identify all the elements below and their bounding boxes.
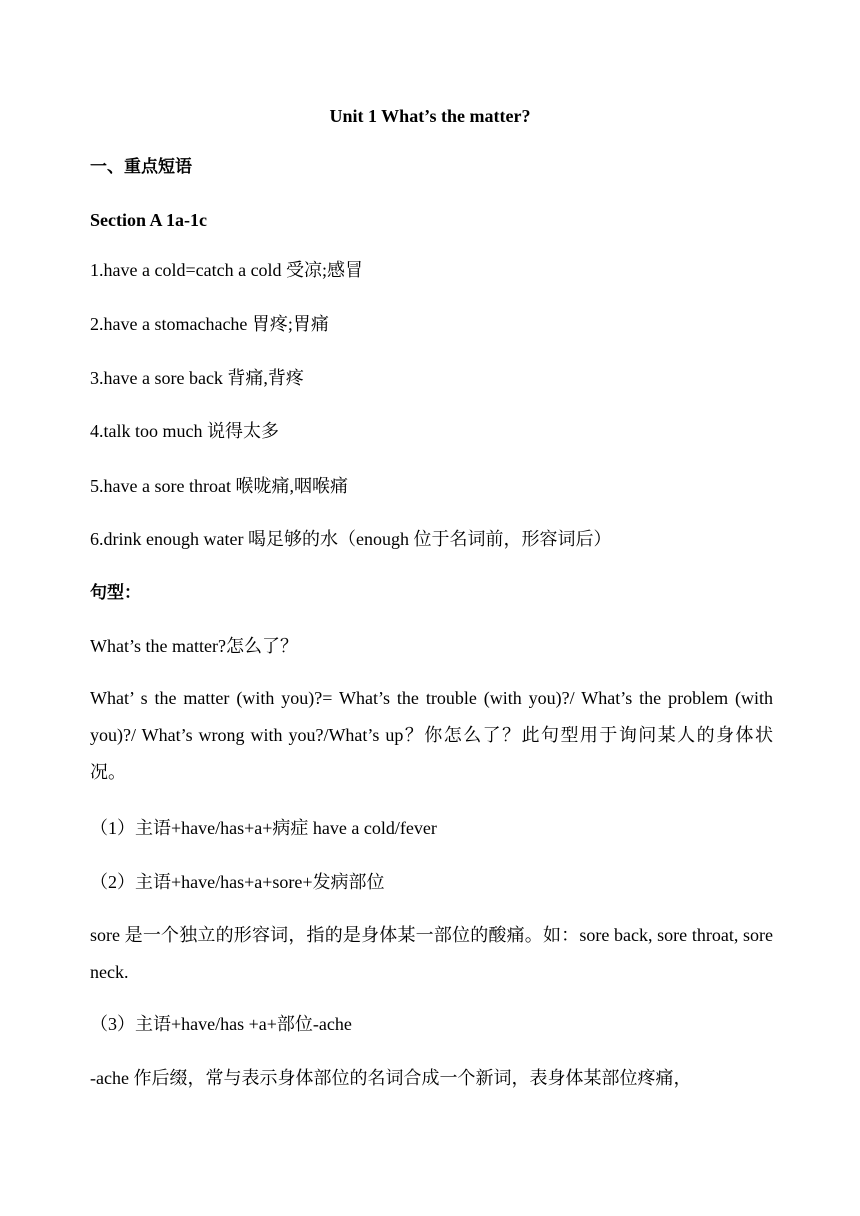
sentence-heading: 句型：	[90, 583, 141, 603]
phrase-item: 2.have a stomachache 胃疼;胃痛	[90, 314, 329, 334]
phrase-item: 3.have a sore back 背痛,背疼	[90, 368, 304, 388]
subsection-heading: Section A 1a-1c	[90, 210, 207, 230]
sentence-line: What’s the matter?怎么了？	[90, 636, 298, 656]
phrase-item: 1.have a cold=catch a cold 受凉;感冒	[90, 260, 364, 280]
phrase-item: 5.have a sore throat 喉咙痛,咽喉痛	[90, 476, 348, 496]
ache-explanation: -ache 作后缀，常与表示身体部位的名词合成一个新词，表身体某部位疼痛，	[90, 1068, 692, 1088]
phrase-item: 4.talk too much 说得太多	[90, 421, 279, 441]
section-heading: 一、重点短语	[90, 157, 192, 177]
document-title: Unit 1 What’s the matter?	[329, 106, 531, 126]
sentence-explanation: What’ s the matter (with you)?= What’s the trouble (with you)?/ What’s the problem (with you)?/ What’s wrong with you?/What’s up？你怎么了？此句型用于询问某人的身体状况。	[90, 688, 773, 782]
pattern-item: （3）主语+have/has +a+部位-ache	[90, 1014, 352, 1034]
pattern-item: （2）主语+have/has+a+sore+发病部位	[90, 872, 385, 892]
phrase-item: 6.drink enough water 喝足够的水（enough 位于名词前，形容词后）	[90, 529, 612, 549]
pattern-item: （1）主语+have/has+a+病症 have a cold/fever	[90, 818, 437, 838]
sore-explanation: sore 是一个独立的形容词，指的是身体某一部位的酸痛。如：sore back, sore throat, sore neck.	[90, 925, 773, 982]
